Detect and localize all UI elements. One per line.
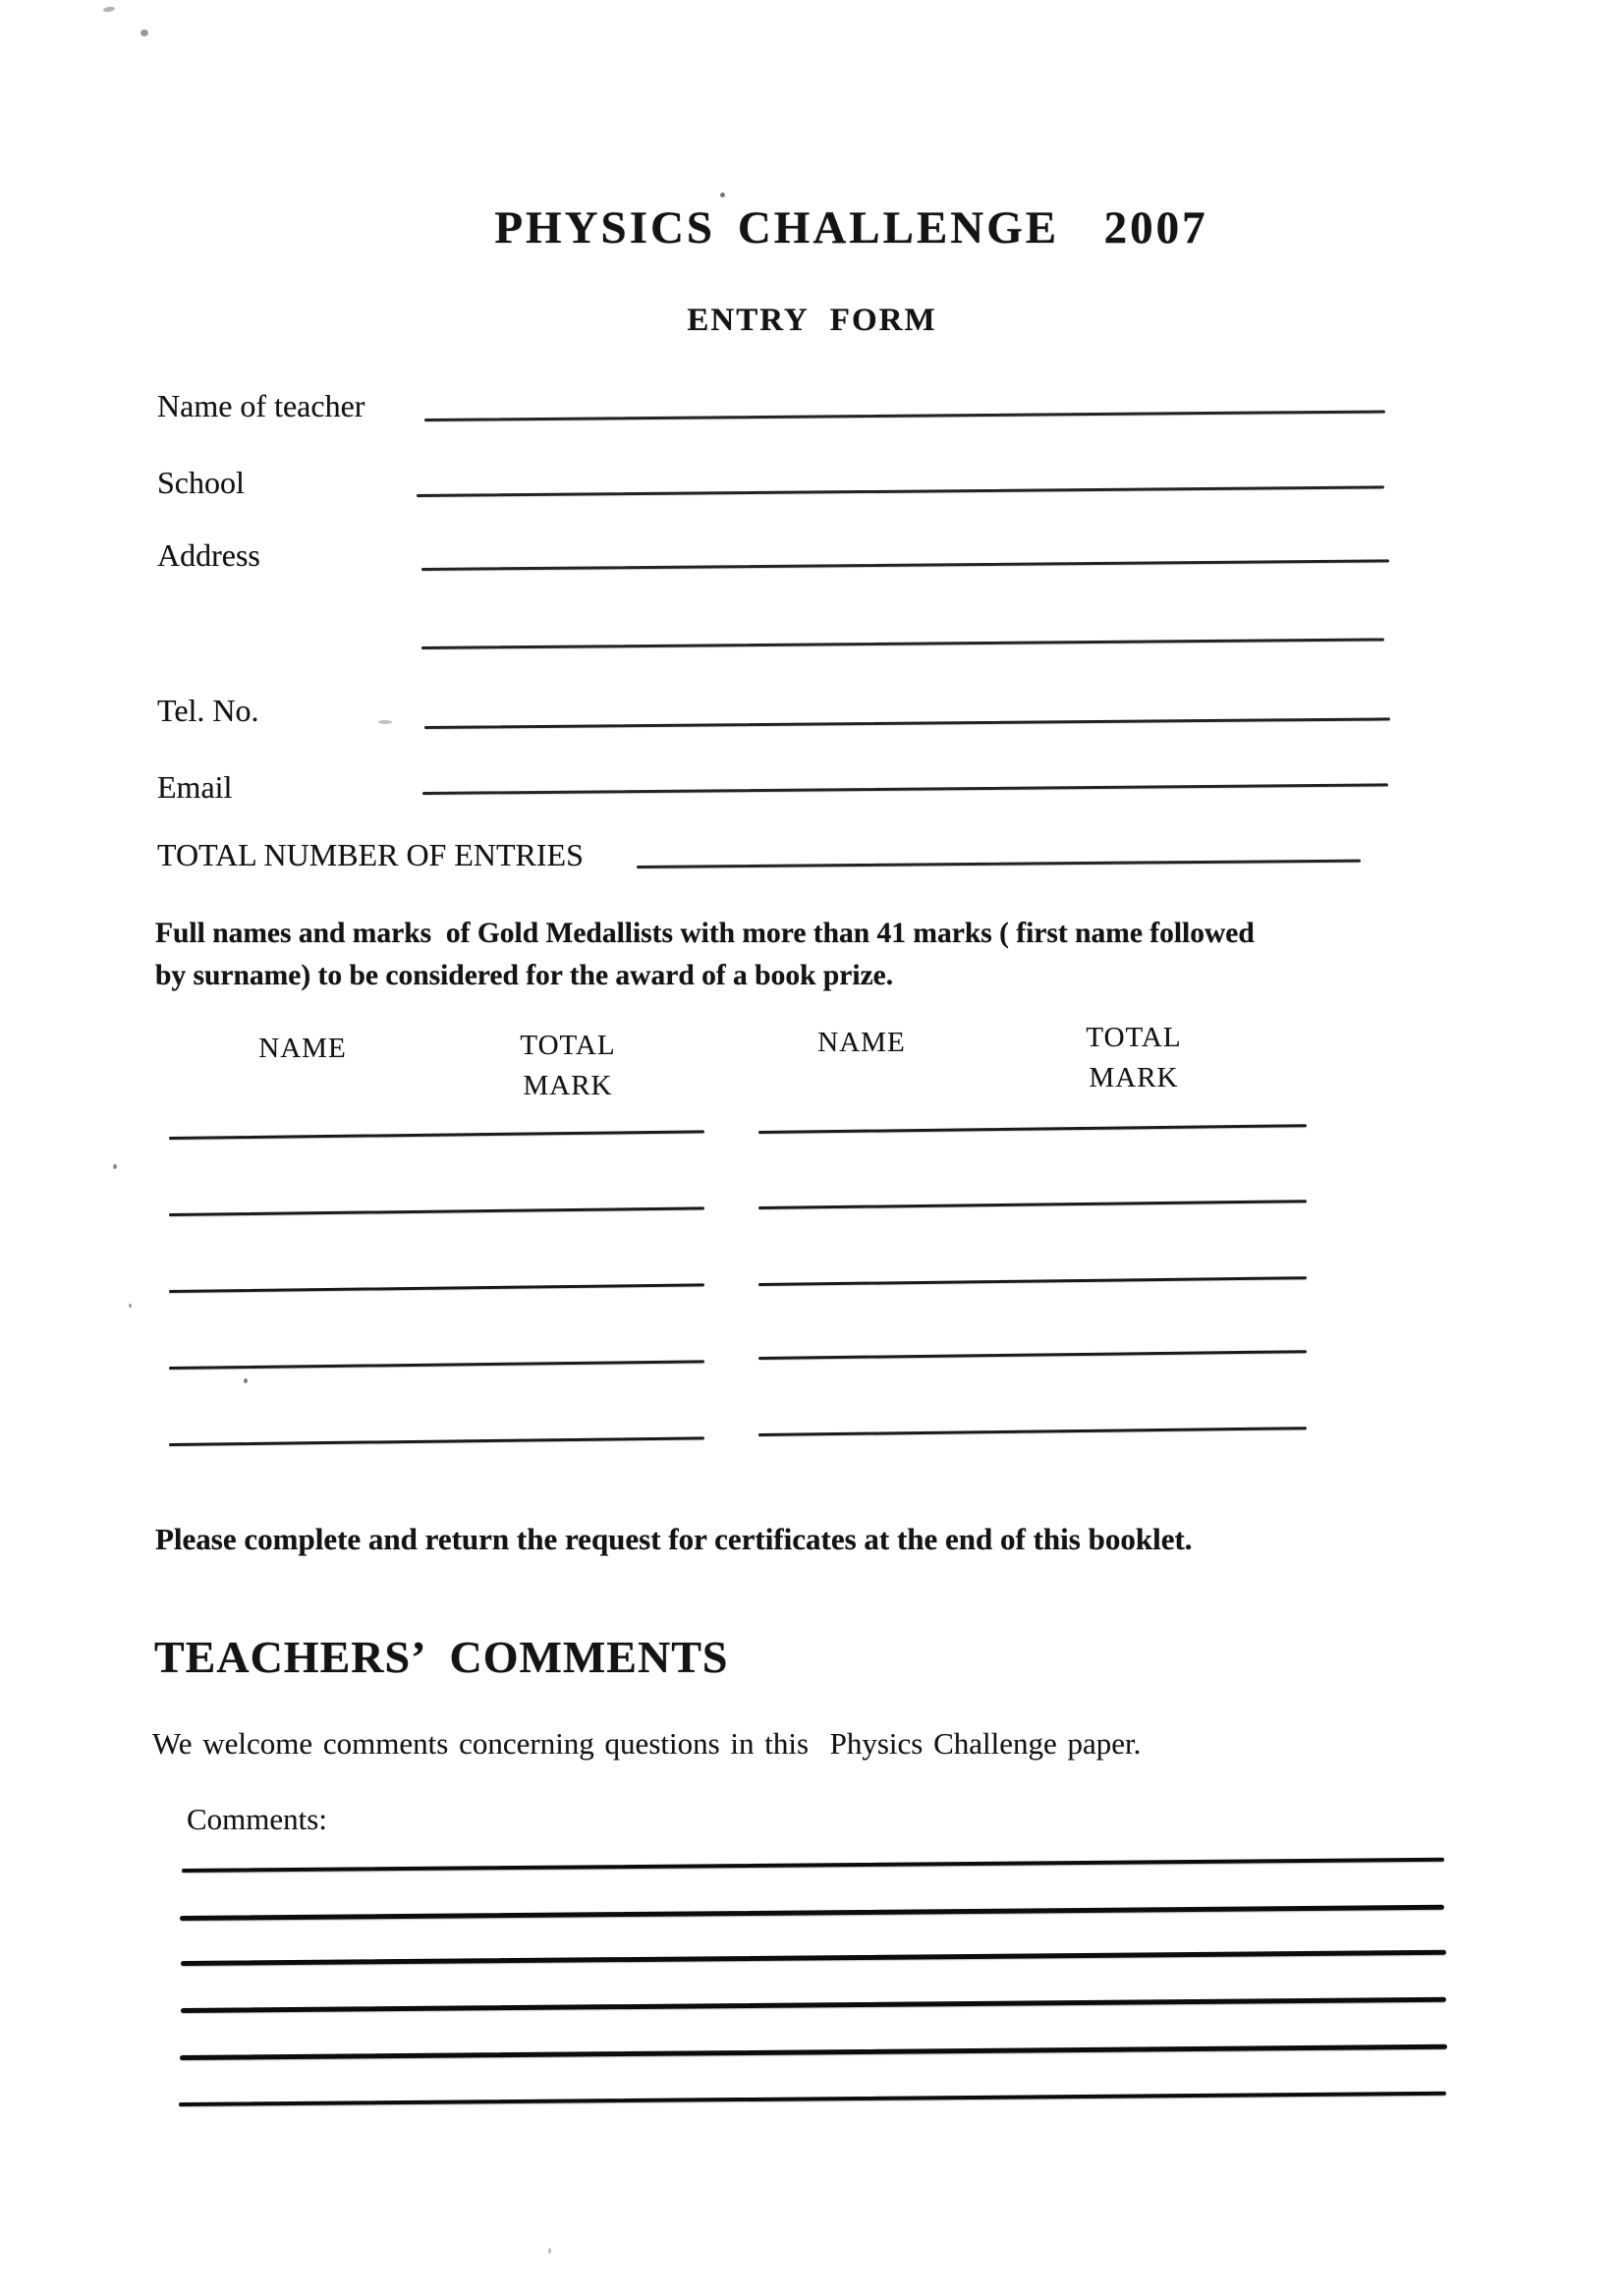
scan-speck: [140, 29, 148, 36]
comment-blank-line[interactable]: [182, 1858, 1444, 1873]
telephone-label: Tel. No.: [157, 693, 259, 728]
scan-speck: [548, 2248, 551, 2254]
comment-blank-line[interactable]: [181, 1997, 1446, 2013]
telephone-blank-line[interactable]: [424, 717, 1390, 729]
address-label: Address: [157, 537, 260, 573]
medallist-row-blank-line[interactable]: [169, 1130, 704, 1140]
comment-blank-line[interactable]: [179, 2092, 1446, 2106]
teachers-comments-heading: TEACHERS’ COMMENTS: [154, 1632, 729, 1682]
scan-speck: [720, 193, 725, 197]
medallist-row-blank-line[interactable]: [758, 1124, 1307, 1134]
medallist-row-blank-line[interactable]: [169, 1436, 704, 1446]
medallist-row-blank-line[interactable]: [169, 1283, 704, 1293]
comments-intro-text: We welcome comments concerning questions in this Physics Challenge paper.: [152, 1726, 1142, 1761]
comment-blank-line[interactable]: [181, 1950, 1446, 1966]
comment-blank-line[interactable]: [180, 1905, 1444, 1921]
address-blank-line-2[interactable]: [421, 638, 1384, 649]
medallist-row-blank-line[interactable]: [169, 1206, 704, 1216]
right-total-mark-column-header: [1055, 1018, 1212, 1098]
left-total-mark-header-line1: TOTAL: [520, 1030, 616, 1061]
teacher-name-blank-line[interactable]: [424, 410, 1385, 421]
total-entries-blank-line[interactable]: [637, 860, 1361, 868]
scan-speck: [129, 1304, 132, 1308]
address-blank-line-1[interactable]: [421, 559, 1389, 571]
medallist-row-blank-line[interactable]: [169, 1360, 704, 1370]
scan-speck: [244, 1378, 248, 1383]
email-blank-line[interactable]: [422, 783, 1388, 795]
page-title: PHYSICS CHALLENGE 2007: [494, 202, 1208, 253]
certificates-return-note: Please complete and return the request for certificates at the end of this booklet.: [155, 1522, 1193, 1556]
school-blank-line[interactable]: [417, 485, 1384, 497]
medallist-row-blank-line[interactable]: [758, 1427, 1307, 1436]
scan-speck: [378, 720, 392, 724]
right-total-mark-header-line1: TOTAL: [1086, 1022, 1182, 1053]
scan-speck: [103, 6, 116, 13]
medallist-row-blank-line[interactable]: [758, 1350, 1307, 1360]
medallist-row-blank-line[interactable]: [758, 1200, 1307, 1209]
left-name-column-header: NAME: [258, 1033, 347, 1064]
gold-medallists-note-line2: by surname) to be considered for the award of a book prize.: [155, 960, 894, 991]
school-label: School: [157, 465, 245, 500]
comments-label: Comments:: [187, 1802, 327, 1836]
total-entries-label: TOTAL NUMBER OF ENTRIES: [157, 837, 584, 872]
left-total-mark-column-header: [489, 1026, 646, 1106]
medallist-row-blank-line[interactable]: [758, 1276, 1307, 1286]
right-name-column-header: NAME: [817, 1027, 906, 1058]
comment-blank-line[interactable]: [180, 2044, 1447, 2060]
teacher-name-label: Name of teacher: [157, 388, 365, 423]
email-label: Email: [157, 769, 233, 805]
entry-form-heading: ENTRY FORM: [687, 303, 937, 338]
gold-medallists-note-line1: Full names and marks of Gold Medallists with more than 41 marks ( first name followed: [155, 918, 1255, 949]
left-total-mark-header-line2: MARK: [523, 1070, 613, 1101]
right-total-mark-header-line2: MARK: [1089, 1062, 1179, 1093]
scan-speck: [113, 1164, 117, 1169]
